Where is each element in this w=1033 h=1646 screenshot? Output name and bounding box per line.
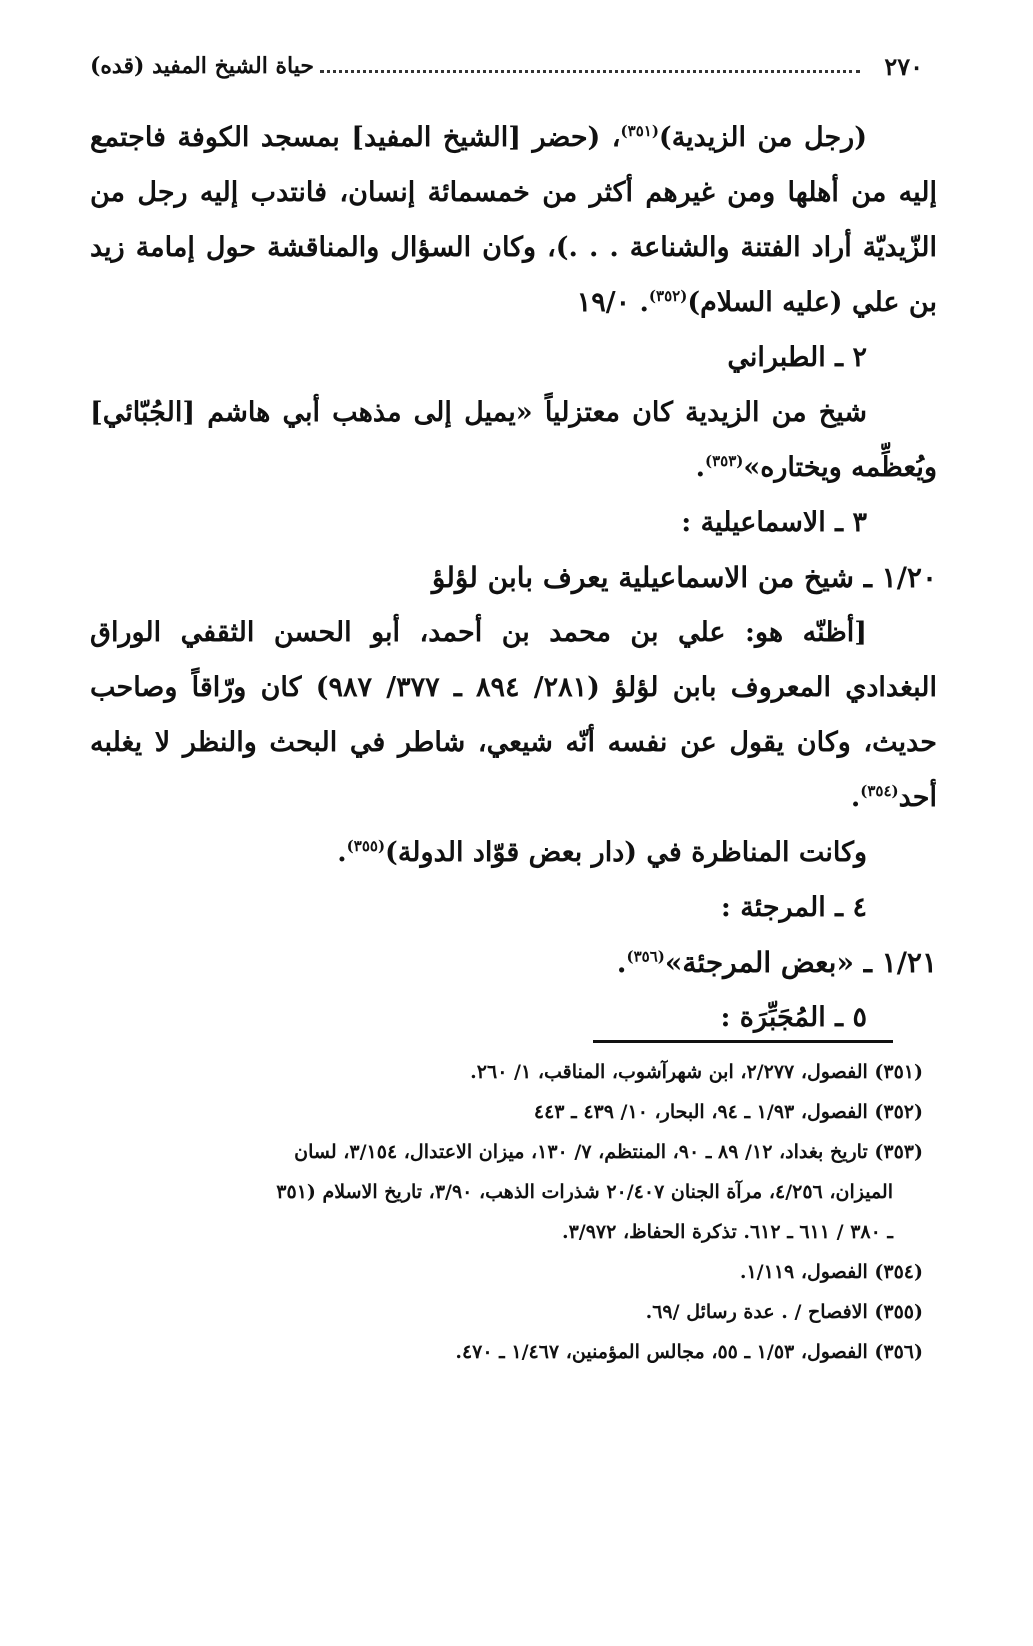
footnote-ref-353: (٣٥٣) — [704, 452, 744, 470]
paragraph-1-end: . ١٩/٠ — [576, 287, 649, 318]
footnote-ref-351: (٣٥١) — [620, 122, 659, 140]
paragraph-4 — [90, 825, 937, 880]
heading-mujbira: ٥ ـ المُجَبِّرَة : — [720, 1002, 867, 1033]
footnote-352: (٣٥٢) الفصول، ١/٩٣ ـ ٩٤، البحار، ١٠/ ٤٣٩ ـ ٤٤٣ — [533, 1101, 923, 1123]
footnote-355: (٣٥٥) الافصاح / . عدة رسائل /٦٩. — [645, 1301, 923, 1323]
paragraph-3-end: . — [850, 782, 861, 813]
footnote-353: (٣٥٣) تاريخ بغداد، ١٢/ ٨٩ ـ ٩٠، المنتظم، ٧/ ١٣٠، ميزان الاعتدال، ٣/١٥٤، لسان — [294, 1141, 923, 1163]
footnote-354: (٣٥٤) الفصول، ١/١١٩. — [739, 1261, 923, 1283]
heading-murjia: ٤ ـ المرجئة : — [720, 892, 867, 923]
footnote-353-continued-2: ـ ٣٨٠ / ٦١١ ـ ٦١٢. تذكرة الحفاظ، ٣/٩٧٢. — [561, 1221, 893, 1243]
subheading-some-murjia-end: . — [616, 946, 627, 979]
paragraph-3 — [90, 605, 937, 825]
paragraph-1 — [90, 110, 937, 330]
page-header — [90, 48, 923, 84]
footnote-ref-352: (٣٥٢) — [648, 287, 688, 305]
paragraph-2-end: . — [695, 452, 705, 483]
footnote-351: (٣٥١) الفصول، ٢/٢٧٧، ابن شهرآشوب، المناقب، ١/ ٢٦٠. — [470, 1061, 923, 1083]
paragraph-2-text: شيخ من الزيدية كان معتزلياً «يميل إلى مذهب أبي هاشم [الجُبّائي] ويُعظِّمه ويختاره» — [90, 397, 937, 483]
footnote-ref-354: (٣٥٤) — [860, 782, 899, 800]
running-header — [90, 53, 860, 79]
footnote-separator — [593, 1040, 893, 1043]
footnote-356: (٣٥٦) الفصول، ١/٥٣ ـ ٥٥، مجالس المؤمنين، ١/٤٦٧ ـ ٤٧٠. — [455, 1341, 923, 1363]
subheading-some-murjia — [90, 935, 937, 990]
footnote-ref-355: (٣٥٥) — [346, 837, 386, 855]
subheading-ibn-lulu: ١/٢٠ ـ شيخ من الاسماعيلية يعرف بابن لؤلؤ — [431, 561, 937, 594]
paragraph-2 — [90, 385, 937, 495]
footnotes — [90, 1052, 923, 1372]
footnote-ref-356: (٣٥٦) — [626, 947, 665, 966]
leader-dots — [320, 70, 860, 73]
heading-ismailiyya: ٣ ـ الاسماعيلية : — [681, 507, 867, 538]
heading-tabarani: ٢ ـ الطبراني — [727, 342, 867, 373]
paragraph-3-text: [أظنّه هو: علي بن محمد بن أحمد، أبو الحسن الثقفي الوراق البغدادي المعروف بابن لؤلؤ (٢٨١/ ٨٩٤ ـ ٣٧٧/ ٩٨٧) كان ورّاقاً وصاحب حديث، وكان يقول عن نفسه أنّه شيعي، شاطر في البحث والنظر لا يغلبه أحد — [90, 617, 937, 813]
paragraph-4-text: وكانت المناظرة في (دار بعض قوّاد الدولة) — [385, 837, 867, 868]
paragraph-1-continued: ، (حضر [الشيخ المفيد] بمسجد الكوفة فاجتمع إليه من أهلها ومن غيرهم أكثر من خمسمائة إنسان، فانتدب إليه رجل من الزّيديّة أراد الفتنة والشناعة . . .)، وكان السؤال والمناقشة حول إمامة زيد بن علي (عليه السلام) — [90, 122, 937, 318]
main-text — [90, 110, 937, 1045]
subheading-some-murjia-text: ١/٢١ ـ «بعض المرجئة» — [664, 946, 937, 979]
page-number: ٢٧٠ — [884, 51, 923, 81]
paragraph-4-end: . — [337, 837, 347, 868]
footnote-353-continued: الميزان، ٤/٢٥٦، مرآة الجنان ٢٠/٤٠٧ شذرات الذهب، ٣/٩٠، تاريخ الاسلام (٣٥١ — [276, 1181, 893, 1203]
running-title: حياة الشيخ المفيد (قده) — [90, 53, 314, 79]
paragraph-1-text: (رجل من الزيدية) — [658, 122, 867, 153]
